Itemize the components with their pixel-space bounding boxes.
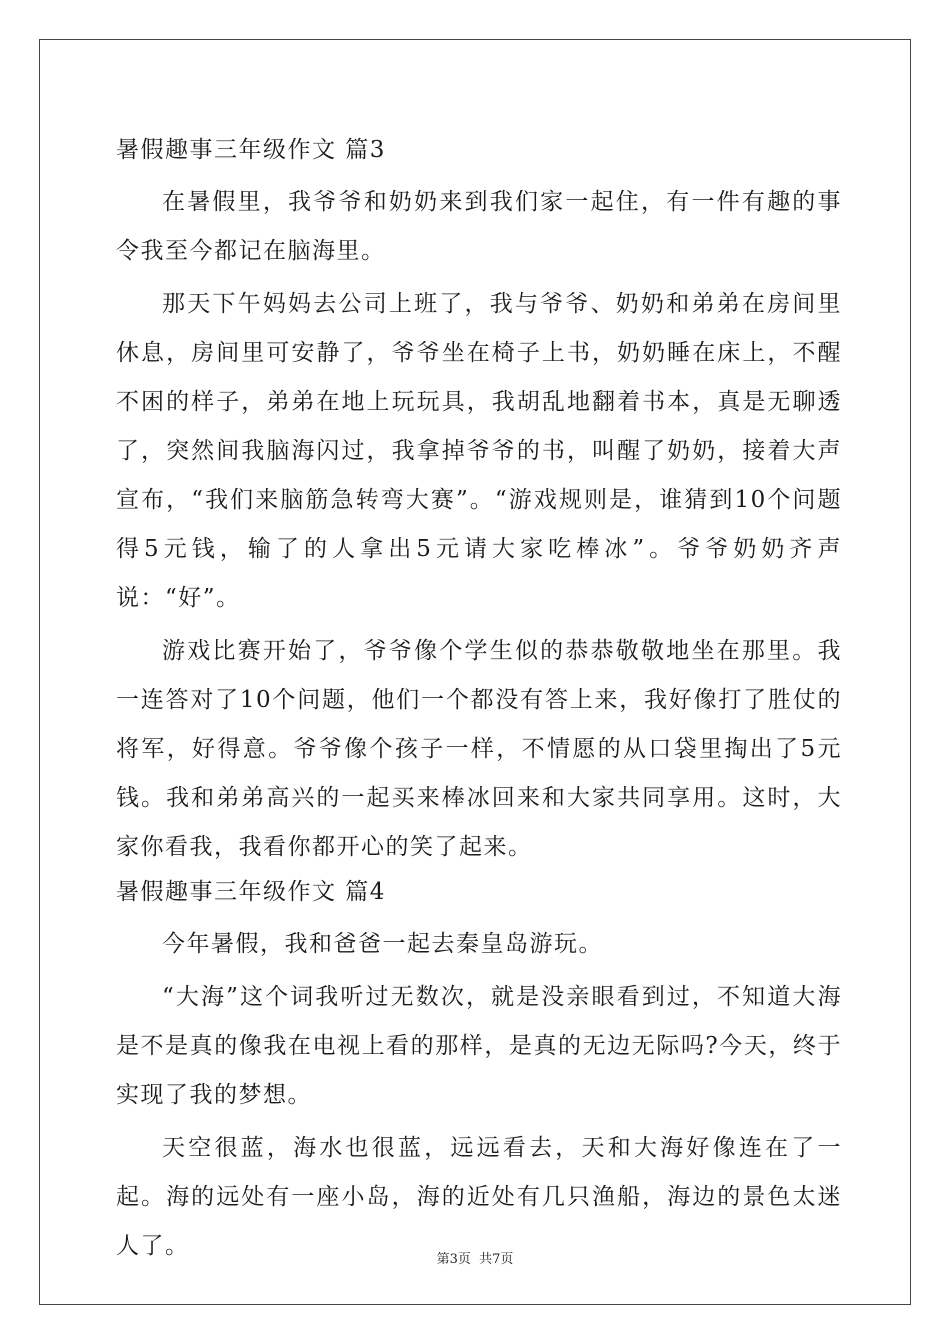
paragraph: “大海”这个词我听过无数次，就是没亲眼看到过，不知道大海是不是真的像我在电视上看的那样，是真的无边无际吗?今天，终于实现了我的梦想。 xyxy=(116,984,842,1108)
page-footer xyxy=(0,1248,950,1267)
section-heading: 暑假趣事三年级作文 篇3 xyxy=(116,137,386,163)
page-total: 共7页 xyxy=(479,1252,514,1267)
paragraph: 天空很蓝，海水也很蓝，远远看去，天和大海好像连在了一起。海的远处有一座小岛，海的近处有几只渔船，海边的景色太迷人了。 xyxy=(116,1135,842,1259)
section-heading: 暑假趣事三年级作文 篇4 xyxy=(116,879,386,905)
paragraph: 游戏比赛开始了，爷爷像个学生似的恭恭敬敬地坐在那里。我一连答对了10个问题，他们一个都没有答上来，我好像打了胜仗的将军，好得意。爷爷像个孩子一样，不情愿的从口袋里掏出了5元钱。我和弟弟高兴的一起买来棒冰回来和大家共同享用。这时，大家你看我，我看你都开心的笑了起来。 xyxy=(116,638,842,860)
paragraph: 那天下午妈妈去公司上班了，我与爷爷、奶奶和弟弟在房间里休息，房间里可安静了，爷爷坐在椅子上书，奶奶睡在床上，不醒不困的样子，弟弟在地上玩玩具，我胡乱地翻着书本，真是无聊透了，突然间我脑海闪过，我拿掉爷爷的书，叫醒了奶奶，接着大声宣布，“我们来脑筋急转弯大赛”。“游戏规则是，谁猜到10个问题得5元钱，输了的人拿出5元请大家吃棒冰”。爷爷奶奶齐声说：“好”。 xyxy=(116,291,842,611)
page-number: 第3页 xyxy=(436,1252,471,1267)
paragraph: 在暑假里，我爷爷和奶奶来到我们家一起住，有一件有趣的事令我至今都记在脑海里。 xyxy=(116,189,842,264)
paragraph: 今年暑假，我和爸爸一起去秦皇岛游玩。 xyxy=(162,931,603,957)
document-body xyxy=(116,128,842,1271)
